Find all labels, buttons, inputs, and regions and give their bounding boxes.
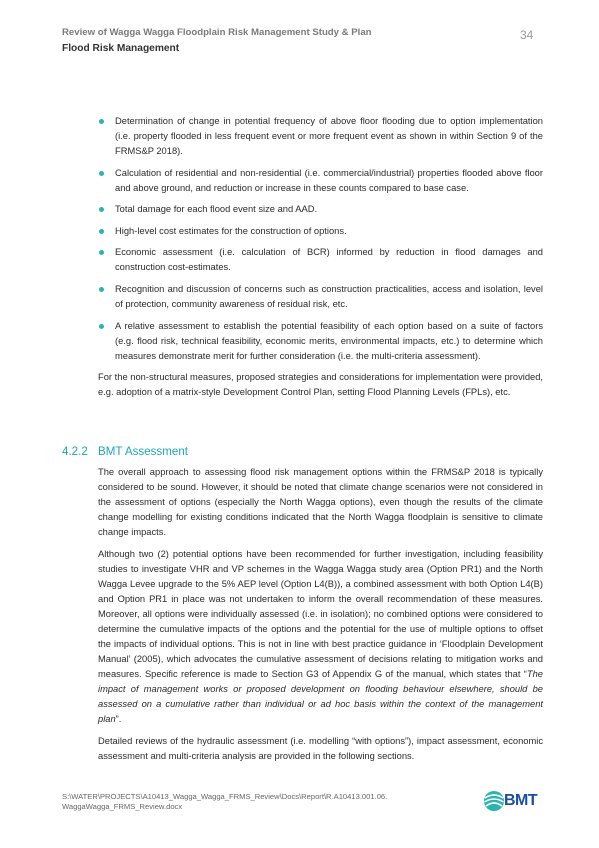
section-content bbox=[98, 465, 543, 771]
main-content bbox=[98, 114, 543, 407]
manual-quote: The impact of management works or proposed development on flooding behaviour elsewhere, should be assessed on a cumulative rather than individual or ad hoc basis within the context of the management plan bbox=[98, 669, 543, 724]
bullet-icon bbox=[99, 119, 104, 124]
paragraph-combined-assessment: Although two (2) potential options have been recommended for further investigation, including feasibility studies to investigate VHR and VP schemes in the Wagga Wagga study area (Option PR1) and the North Wagga Levee upgrade to the 5% AEP level (Option L4(B)), a combined assessment with both Option L4(B) and Option PR1 in place was not undertaken to inform the overall recommendation of these measures. Moreover, all options were individually assessed (i.e. in isolation); no combined options were considered to determine the cumulative impacts of the options and the potential for the use of multiple options to offset the impacts of individual options. This is not in line with best practice guidance in ‘Floodplain Development Manual’ (2005), which advocates the cumulative assessment of decisions relating to mitigation works and measures. Specific reference is made to Section G3 of Appendix G of the manual, which states that “The impact of management works or proposed development on flooding behaviour elsewhere, should be assessed on a cumulative rather than individual or ad hoc basis within the context of the management plan”. bbox=[98, 549, 543, 724]
logo-text: BMT bbox=[504, 792, 538, 809]
section-number: 4.2.2 bbox=[62, 445, 88, 458]
list-item: Calculation of residential and non-residential (i.e. commercial/industrial) properties flooded above floor and above ground, and reduction or increase in these counts compared to base case. bbox=[98, 166, 543, 196]
bullet-icon bbox=[99, 324, 104, 329]
paragraph: Detailed reviews of the hydraulic assessment (i.e. modelling “with options”), impact assessment, economic assessment and multi-criteria analysis are provided in the following sections. bbox=[98, 736, 543, 761]
paragraph-nonstructural: For the non-structural measures, proposed strategies and considerations for implementation were provided, e.g. adoption of a matrix-style Development Control Plan, setting Flood Planning Levels (FPLs), etc. bbox=[98, 372, 543, 398]
page-number: 34 bbox=[520, 28, 534, 42]
bullet-icon bbox=[99, 207, 104, 212]
paragraph: The overall approach to assessing flood risk management options within the FRMS&P 2018 is typically considered to be sound. However, it should be noted that climate change scenarios were not considered in the assessment of options (especially the North Wagga options), even though the results of the climate change modelling for existing conditions indicated that the North Wagga floodplain is sensitive to climate change impacts. bbox=[98, 467, 543, 537]
bullet-icon bbox=[99, 250, 104, 255]
bullet-icon bbox=[99, 287, 104, 292]
list-item: Economic assessment (i.e. calculation of BCR) informed by reduction in flood damages and construction cost-estimates. bbox=[98, 245, 543, 275]
globe-icon bbox=[482, 786, 506, 816]
list-item: Determination of change in potential frequency of above floor flooding due to option implementation (i.e. property flooded in less frequent event or more frequent event as shown in within Section 9 of the FRMS&P 2018). bbox=[98, 114, 543, 159]
list-item: Recognition and discussion of concerns such as construction practicalities, access and isolation, level of protection, community awareness of residual risk, etc. bbox=[98, 282, 543, 312]
bullet-list bbox=[98, 114, 543, 364]
bullet-icon bbox=[99, 229, 104, 234]
bullet-icon bbox=[99, 171, 104, 176]
header-subtitle: Flood Risk Management bbox=[62, 43, 180, 54]
header-title: Review of Wagga Wagga Floodplain Risk Management Study & Plan bbox=[62, 27, 372, 38]
section-title: BMT Assessment bbox=[98, 445, 188, 458]
list-item: A relative assessment to establish the potential feasibility of each option based on a suite of factors (e.g. flood risk, technical feasibility, economic merits, environmental impacts, etc.) to determine which measures demonstrate merit for further consideration (i.e. the multi-criteria assessment). bbox=[98, 319, 543, 364]
bmt-logo bbox=[482, 786, 544, 816]
list-item: Total damage for each flood event size and AAD. bbox=[98, 202, 543, 217]
section-heading bbox=[62, 445, 188, 458]
list-item: High-level cost estimates for the construction of options. bbox=[98, 224, 543, 239]
footer-path: S:\WATER\PROJECTS\A10413_Wagga_Wagga_FRMS_Review\Docs\Report\R.A10413.001.06. WaggaWagga_FRMS_Review.docx bbox=[62, 792, 388, 811]
